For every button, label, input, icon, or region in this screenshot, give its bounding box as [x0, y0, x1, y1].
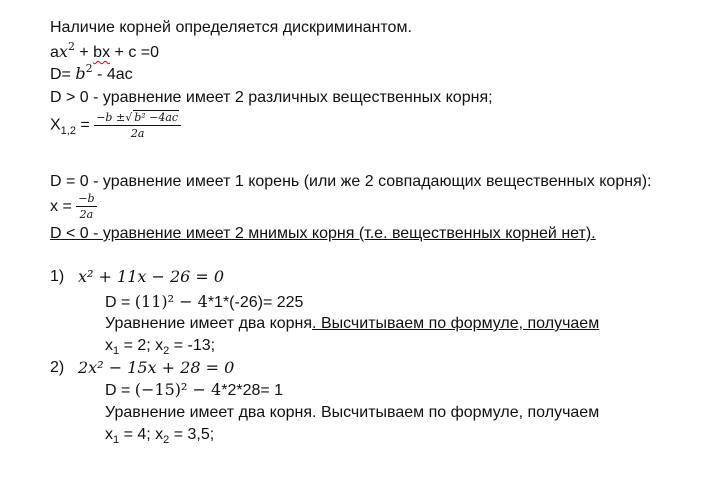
power-2: 2	[67, 40, 75, 53]
formula-sub: 1,2	[60, 124, 76, 137]
example-1-disc-math: (11)² − 4	[134, 292, 208, 311]
formula-num-pre: −b ±	[96, 111, 126, 124]
term-c: + c =0	[110, 44, 159, 61]
example-1-number: 1)	[50, 268, 65, 285]
formula-sqrt: b² −4ac	[134, 111, 179, 124]
example-2-discriminant	[105, 380, 283, 401]
coef-a: a	[50, 44, 59, 61]
example-2-note	[105, 403, 599, 423]
example-2-disc-math: (−15)² − 4	[134, 380, 222, 399]
formula-one-lhs: x =	[50, 198, 77, 216]
example-2-disc-rest: *2*28= 1	[221, 382, 284, 399]
example-2-r1-val: = 4;	[119, 426, 156, 443]
example-2-r2-sub: 2	[163, 434, 170, 446]
example-2-r1: x	[105, 426, 113, 443]
term-bx: bx	[93, 44, 111, 61]
formula-lhs: X	[50, 116, 61, 134]
formula-den: 2a	[130, 127, 145, 140]
plus-sign: +	[74, 44, 94, 61]
example-1-r1: x	[105, 337, 113, 354]
intro-text: Наличие корней определяется дискриминантом.	[50, 19, 412, 36]
formula-one-fraction	[76, 192, 96, 222]
example-2-number: 2)	[50, 359, 65, 376]
general-equation	[50, 42, 159, 64]
case-negative: D < 0 - уравнение имеет 2 мнимых корня (т.е. вещественных корней нет).	[50, 225, 596, 242]
example-2-disc-prefix: D =	[105, 382, 135, 399]
example-1-discriminant	[105, 292, 303, 313]
example-1-r1-val: = 2;	[119, 337, 156, 354]
case-zero: D = 0 - уравнение имеет 1 корень (или же 2 совпадающих вещественных корня):	[50, 173, 652, 190]
disc-b: b	[75, 64, 86, 83]
disc-power: 2	[85, 62, 93, 75]
formula-fraction: $\frac{\text{−b ±√ b² −4ac}}{2a}$	[94, 110, 181, 141]
formula-one-den: 2a	[79, 208, 94, 221]
var-x: x	[58, 42, 68, 61]
example-2-r1-sub: 1	[113, 434, 120, 446]
example-2-note-b: . Высчитываем по формуле, получаем	[312, 404, 600, 421]
example-2-equation: 2x² − 15x + 28 = 0	[78, 358, 235, 377]
formula-one-root	[50, 192, 97, 226]
example-1-disc-prefix: D =	[105, 294, 135, 311]
example-1-disc-rest: *1*(-26)= 225	[207, 294, 304, 311]
example-2-roots	[105, 425, 214, 446]
example-1-note	[105, 314, 599, 334]
formula-two-roots	[50, 110, 181, 146]
example-1-equation: x² + 11x − 26 = 0	[78, 267, 225, 286]
disc-prefix: D=	[50, 66, 76, 83]
example-2-r2: x	[155, 426, 164, 443]
example-1-note-b: . Высчитываем по формуле, получаем	[312, 315, 600, 332]
formula-eq: =	[75, 116, 95, 134]
formula-one-num: −b	[78, 192, 95, 205]
example-1-r2-val: = -13;	[169, 337, 216, 354]
example-1-roots	[105, 336, 215, 357]
disc-rest: - 4ac	[92, 66, 133, 83]
case-positive: D > 0 - уравнение имеет 2 различных вещественных корня;	[50, 89, 493, 106]
example-1-r2: x	[155, 337, 164, 354]
discriminant-definition	[50, 64, 133, 86]
example-2-r2-val: = 3,5;	[169, 426, 215, 443]
example-1-note-a: Уравнение имеет два корня	[105, 315, 313, 332]
example-1-r1-sub: 1	[113, 345, 120, 357]
example-1-r2-sub: 2	[163, 345, 170, 357]
example-2-note-a: Уравнение имеет два корня	[105, 404, 313, 421]
